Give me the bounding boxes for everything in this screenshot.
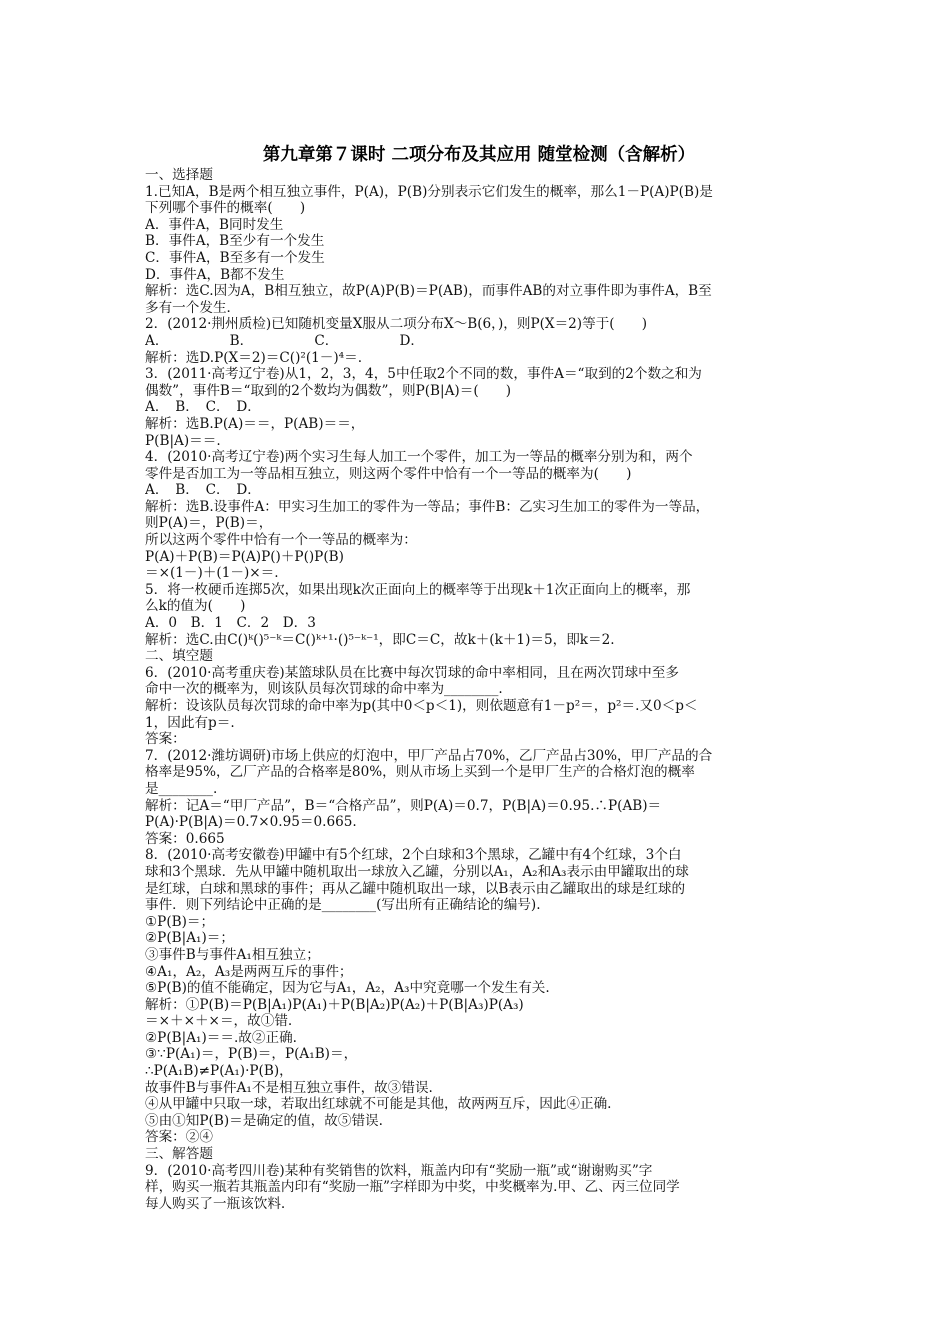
text-line: A． B． C． D． bbox=[145, 332, 424, 349]
text-line: 球和3个黑球．先从甲罐中随机取出一球放入乙罐，分别以A₁，A₂和A₃表示由甲罐取出的球 bbox=[145, 863, 689, 880]
text-line: 则P(A)＝，P(B)＝， bbox=[145, 515, 273, 532]
text-line: ＝×(1－)＋(1－)×＝. bbox=[145, 565, 279, 582]
text-line: P(A)·P(B|A)＝0.7×0.95＝0.665. bbox=[145, 814, 357, 831]
text-line: ④A₁，A₂，A₃是两两互斥的事件； bbox=[145, 963, 353, 980]
text-line: ①P(B)＝； bbox=[145, 913, 215, 930]
text-line: 是________. bbox=[145, 780, 218, 797]
text-line: A．0 B．1 C．2 D．3 bbox=[145, 615, 316, 632]
text-line: 故事件B与事件A₁不是相互独立事件，故③错误. bbox=[145, 1079, 433, 1096]
text-line: A．事件A，B同时发生 bbox=[145, 216, 284, 233]
text-line: P(B|A)＝＝. bbox=[145, 432, 221, 449]
text-line: 答案：0.665 bbox=[145, 830, 225, 847]
text-line: 所以这两个零件中恰有一个一等品的概率为： bbox=[145, 532, 417, 549]
text-line: 2．(2012·荆州质检)已知随机变量X服从二项分布X～B(6，)，则P(X＝2)等于( ) bbox=[145, 316, 648, 333]
text-line: A． B． C． D． bbox=[145, 399, 261, 416]
text-line: ②P(B|A₁)＝； bbox=[145, 930, 234, 947]
text-line: 下列哪个事件的概率( ) bbox=[145, 200, 306, 217]
text-line: 解析：设该队员每次罚球的命中率为p(其中0＜p＜1)，则依题意有1－p²＝，p²＝.又0＜p＜ bbox=[145, 698, 698, 714]
text-line: 9．(2010·高考四川卷)某种有奖销售的饮料，瓶盖内印有“奖励一瓶”或“谢谢购买”字 bbox=[145, 1162, 653, 1179]
text-line: 么k的值为( ) bbox=[145, 598, 246, 615]
text-line: 二、填空题 bbox=[145, 648, 213, 665]
text-line: ③事件B与事件A₁相互独立； bbox=[145, 946, 320, 963]
text-line: 是红球，白球和黑球的事件；再从乙罐中随机取出一球，以B表示由乙罐取出的球是红球的 bbox=[145, 880, 686, 897]
text-line: 偶数”，事件B＝“取到的2个数均为偶数”，则P(B|A)＝( ) bbox=[145, 382, 512, 399]
text-line: 多有一个发生． bbox=[145, 299, 241, 316]
text-line: ③∵P(A₁)＝，P(B)＝，P(A₁B)＝， bbox=[145, 1046, 358, 1063]
text-line: ∴P(A₁B)≠P(A₁)·P(B)， bbox=[145, 1063, 293, 1080]
text-line: 一、选择题 bbox=[145, 167, 213, 183]
text-line: C．事件A，B至多有一个发生 bbox=[145, 249, 325, 266]
text-line: 3．(2011·高考辽宁卷)从1，2，3，4，5中任取2个不同的数，事件A＝“取到的2个数之和为 bbox=[145, 366, 702, 383]
text-line: P(A)＋P(B)＝P(A)P()＋P()P(B) bbox=[145, 548, 344, 565]
text-line: 7．(2012·潍坊调研)市场上供应的灯泡中，甲厂产品占70%，乙厂产品占30%，甲厂产品的合 bbox=[145, 747, 713, 764]
text-line: 解析：选C.由C()ᵏ()⁵⁻ᵏ＝C()ᵏ⁺¹·()⁵⁻ᵏ⁻¹，即C＝C，故k＋(k＋1)＝5，即k＝2. bbox=[145, 631, 615, 648]
text-line: 命中一次的概率为，则该队员每次罚球的命中率为________. bbox=[145, 681, 503, 698]
text-line: 4．(2010·高考辽宁卷)两个实习生每人加工一个零件，加工为一等品的概率分别为和，两个 bbox=[145, 449, 693, 466]
text-line: 解析：选B.P(A)＝＝，P(AB)＝＝， bbox=[145, 415, 365, 432]
text-line: 格率是95%，乙厂产品的合格率是80%，则从市场上买到一个是甲厂生产的合格灯泡的概率 bbox=[145, 764, 695, 781]
text-line: 8．(2010·高考安徽卷)甲罐中有5个红球，2个白球和3个黑球，乙罐中有4个红球，3个白 bbox=[145, 847, 682, 864]
text-line: 6．(2010·高考重庆卷)某篮球队员在比赛中每次罚球的命中率相同，且在两次罚球中至多 bbox=[145, 664, 679, 681]
text-line: 答案： bbox=[145, 731, 186, 748]
text-line: D．事件A，B都不发生 bbox=[145, 266, 285, 283]
document-page bbox=[145, 143, 813, 1212]
text-line: 答案：②④ bbox=[145, 1129, 213, 1146]
text-line: ②P(B|A₁)＝＝.故②正确. bbox=[145, 1029, 297, 1046]
document-title: 第九章第７课时 二项分布及其应用 随堂检测（含解析） bbox=[262, 145, 696, 165]
text-line: 零件是否加工为一等品相互独立，则这两个零件中恰有一个一等品的概率为( ) bbox=[145, 465, 632, 482]
text-line: 解析：选D.P(X＝2)＝C()²(1－)⁴＝. bbox=[145, 349, 363, 366]
text-line: ④从甲罐中只取一球，若取出红球就不可能是其他，故两两互斥，因此④正确. bbox=[145, 1096, 612, 1113]
text-line: ＝×＋×＋×＝，故①错. bbox=[145, 1013, 293, 1030]
text-line: A． B． C． D． bbox=[145, 482, 261, 499]
text-line: 解析：①P(B)＝P(B|A₁)P(A₁)＋P(B|A₂)P(A₂)＋P(B|A₃)P(A₃) bbox=[145, 996, 524, 1013]
text-line: 解析：选C.因为A，B相互独立，故P(A)P(B)＝P(AB)，而事件AB的对立事件即为事件A，B至 bbox=[145, 283, 712, 300]
text-line: 5．将一枚硬币连掷5次，如果出现k次正面向上的概率等于出现k＋1次正面向上的概率，那 bbox=[145, 581, 691, 598]
document-body bbox=[145, 167, 813, 1212]
text-line: 解析：选B.设事件A：甲实习生加工的零件为一等品；事件B：乙实习生加工的零件为一等品， bbox=[145, 498, 710, 515]
text-line: 样，购买一瓶若其瓶盖内印有“奖励一瓶”字样即为中奖，中奖概率为.甲、乙、丙三位同学 bbox=[145, 1179, 680, 1196]
text-line: 事件．则下列结论中正确的是________(写出所有正确结论的编号). bbox=[145, 897, 541, 914]
text-line: ⑤P(B)的值不能确定，因为它与A₁，A₂，A₃中究竟哪一个发生有关. bbox=[145, 980, 550, 997]
text-line: 解析：记A＝“甲厂产品”，B＝“合格产品”，则P(A)＝0.7，P(B|A)＝0.95.∴P(AB)＝ bbox=[145, 797, 662, 814]
text-line: B．事件A，B至少有一个发生 bbox=[145, 233, 325, 250]
text-line: 1，因此有p＝. bbox=[145, 714, 235, 731]
text-line: 1.已知A，B是两个相互独立事件，P(A)，P(B)分别表示它们发生的概率，那么1－P(A)P(B)是 bbox=[145, 183, 713, 200]
text-line: ⑤由①知P(B)＝是确定的值，故⑤错误. bbox=[145, 1112, 383, 1129]
text-line: 每人购买了一瓶该饮料. bbox=[145, 1195, 286, 1212]
text-line: 三、解答题 bbox=[145, 1146, 213, 1163]
